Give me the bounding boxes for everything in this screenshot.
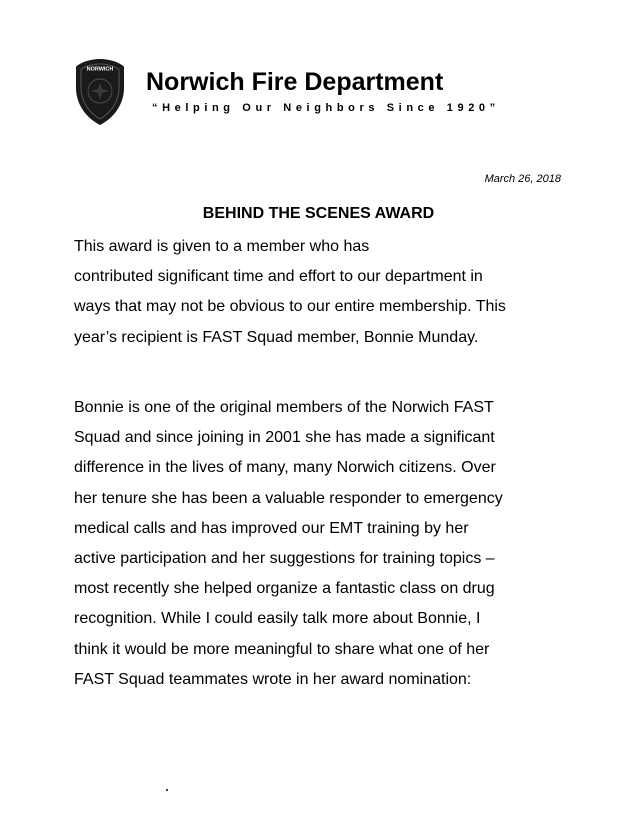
recipient-biography-paragraph	[74, 393, 503, 695]
paragraph-line: active participation and her suggestions for training topics –	[74, 550, 495, 568]
paragraph-line: ways that may not be obvious to our entire membership. This	[74, 298, 506, 316]
paragraph-line: most recently she helped organize a fantastic class on drug	[74, 580, 495, 598]
paragraph-line: year’s recipient is FAST Squad member, Bonnie Munday.	[74, 328, 479, 346]
award-description-paragraph	[74, 232, 506, 353]
organization-name: Norwich Fire Department	[146, 68, 444, 96]
paragraph-line: recognition. While I could easily talk more about Bonnie, I	[74, 610, 481, 628]
paragraph-line: think it would be more meaningful to share what one of her	[74, 640, 490, 658]
paragraph-line: Squad and since joining in 2001 she has made a significant	[74, 429, 495, 447]
fire-department-badge-logo	[74, 58, 126, 126]
award-title: BEHIND THE SCENES AWARD	[202, 205, 435, 222]
paragraph-line: contributed significant time and effort to our department in	[74, 268, 483, 286]
paragraph-line: This award is given to a member who has	[74, 238, 370, 255]
paragraph-line: medical calls and has improved our EMT training by her	[74, 519, 469, 537]
paragraph-line: Bonnie is one of the original members of the Norwich FAST	[74, 399, 494, 416]
paragraph-line: difference in the lives of many, many Norwich citizens. Over	[74, 459, 496, 477]
document-date: March 26, 2018	[484, 173, 561, 185]
scan-speck	[166, 789, 168, 791]
paragraph-line: her tenure she has been a valuable responder to emergency	[74, 489, 503, 507]
paragraph-line: FAST Squad teammates wrote in her award nomination:	[74, 670, 472, 688]
logo-text: NORWICH	[86, 66, 114, 73]
organization-tagline: “Helping Our Neighbors Since 1920”	[152, 102, 500, 114]
